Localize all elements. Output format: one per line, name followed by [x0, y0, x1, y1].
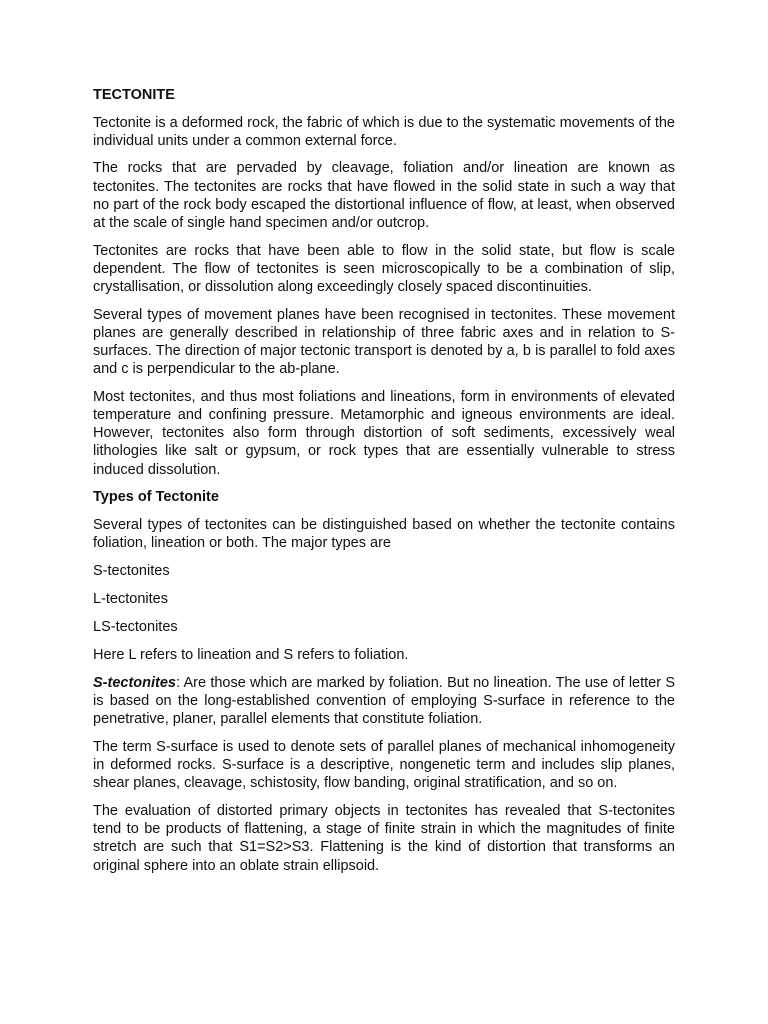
paragraph-s-tectonites — [93, 674, 675, 729]
list-item-l-tectonites: L-tectonites — [93, 590, 168, 607]
paragraph-s-surface: The term S-surface is used to denote sets of parallel planes of mechanical inhomogeneity in deformed rocks. S-surface is a descriptive, nongenetic term and includes slip planes, shear planes, cleavage, schistosity, flow banding, original stratification, and so on. — [93, 738, 675, 792]
document-title: TECTONITE — [93, 87, 175, 103]
paragraph-solid-state-flow: Tectonites are rocks that have been able to flow in the solid state, but flow is scale dependent. The flow of tectonites is seen microscopically to be a combination of slip, crystallisation, or dissolution along exceedingly closely spaced discontinuities. — [93, 242, 675, 295]
section-heading-types: Types of Tectonite — [93, 489, 219, 506]
term-s-tectonites: S-tectonites — [93, 674, 176, 691]
paragraph-environments: Most tectonites, and thus most foliations and lineations, form in environments of elevated temperature and confining pressure. Metamorphic and igneous environments are ideal. However, tectonites also form through distortion of soft sediments, excessively weal lithologies like salt or gypsum, or rock types that are essentially vulnerable to stress induced dissolution. — [93, 388, 675, 478]
list-item-ls-tectonites: LS-tectonites — [93, 618, 178, 635]
paragraph-types-intro: Several types of tectonites can be distinguished based on whether the tectonite contains foliation, lineation or both. The major types are — [93, 516, 675, 551]
paragraph-definition: Tectonite is a deformed rock, the fabric of which is due to the systematic movements of the individual units under a common external force. — [93, 114, 675, 149]
paragraph-types-note: Here L refers to lineation and S refers to foliation. — [93, 646, 409, 663]
paragraph-movement-planes: Several types of movement planes have been recognised in tectonites. These movement planes are generally described in relationship of three fabric axes and in relation to S-surfaces. The direction of major tectonic transport is denoted by a, b is parallel to fold axes and c is perpendicular to the ab-plane. — [93, 306, 675, 378]
document-body — [93, 86, 675, 884]
definition-s-tectonites: : Are those which are marked by foliation. But no lineation. The use of letter S is based on the long-established convention of employing S-surface in reference to the penetrative, planer, parallel elements that constitute foliation. — [93, 674, 675, 728]
paragraph-pervaded-rocks: The rocks that are pervaded by cleavage, foliation and/or lineation are known as tectonites. The tectonites are rocks that have flowed in the solid state in such a way that no part of the rock body escaped the distortional influence of flow, at least, when observed at the scale of single hand specimen and/or outcrop. — [93, 160, 675, 231]
list-item-s-tectonites: S-tectonites — [93, 562, 170, 579]
paragraph-flattening: The evaluation of distorted primary objects in tectonites has revealed that S-tectonites tend to be products of flattening, a stage of finite strain in which the magnitudes of finite stretch are such that S1=S2>S3. Flattening is the kind of distortion that transforms an original sphere into an oblate strain ellipsoid. — [93, 802, 675, 874]
